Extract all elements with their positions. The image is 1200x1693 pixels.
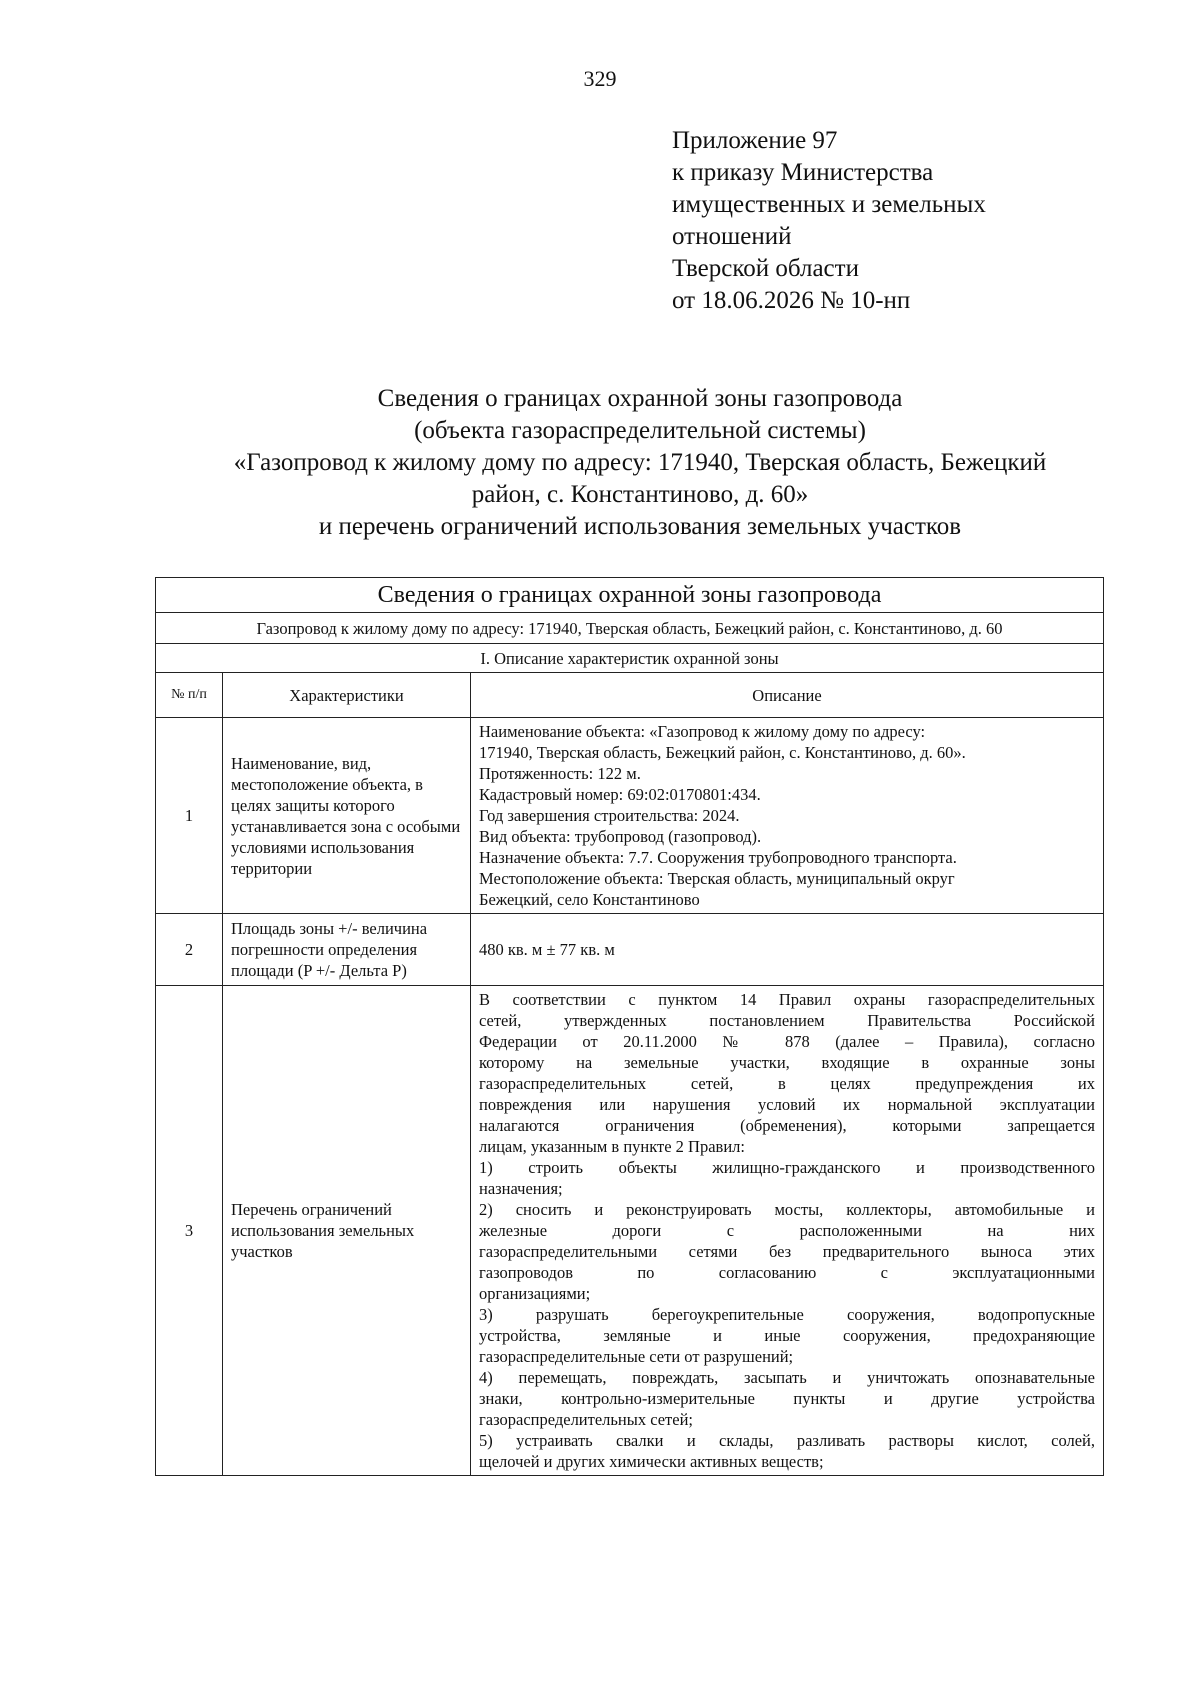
title-line: район, с. Константиново, д. 60» [471, 481, 809, 508]
description-line: лицам, указанным в пункте 2 Правил: [479, 1137, 745, 1156]
table-row [156, 986, 1104, 1476]
appendix-line: отношений [672, 223, 792, 250]
description-line: 5) устраивать свалки и склады, разливать растворы кислот, солей, [479, 1431, 1096, 1450]
description-line: газопроводов по согласованию с эксплуатационными [479, 1263, 1096, 1282]
description-line: 171940, Тверская область, Бежецкий район, с. Константиново, д. 60». [479, 743, 966, 762]
title-line: (объекта газораспределительной системы) [414, 417, 866, 444]
description-line: налагаются ограничения (обременения), которыми запрещается [479, 1116, 1096, 1135]
title-line: Сведения о границах охранной зоны газопровода [377, 385, 903, 412]
appendix-line: Тверской области [672, 255, 859, 282]
appendix-line: имущественных и земельных [672, 191, 986, 218]
description-line: повреждения или нарушения условий их нормальной эксплуатации [479, 1095, 1096, 1114]
column-header-characteristics: Характеристики [223, 673, 471, 718]
protection-zone-table [155, 577, 1104, 1476]
description-line: Кадастровый номер: 69:02:0170801:434. [479, 785, 761, 804]
row-description [471, 718, 1104, 914]
row-characteristic: Перечень ограничений использования земельных участков [223, 986, 471, 1476]
description-line: Назначение объекта: 7.7. Сооружения трубопроводного транспорта. [479, 848, 957, 867]
description-line: 4) перемещать, повреждать, засыпать и уничтожать опознавательные [479, 1368, 1096, 1387]
row-number: 3 [156, 986, 223, 1476]
description-line: назначения; [479, 1179, 563, 1198]
description-line: которому на земельные участки, входящие в охранные зоны [479, 1053, 1096, 1072]
row-characteristic: Площадь зоны +/- величина погрешности определения площади (P +/- Дельта P) [223, 914, 471, 986]
description-line: Федерации от 20.11.2000 № 878 (далее – Правила), согласно [479, 1032, 1096, 1051]
column-header-number: № п/п [156, 673, 223, 718]
description-line: сетей, утвержденных постановлением Правительства Российской [479, 1011, 1096, 1030]
appendix-block [672, 125, 986, 317]
row-number: 2 [156, 914, 223, 986]
description-line: газораспределительными сетями без предварительного выноса этих [479, 1242, 1096, 1261]
description-line: Вид объекта: трубопровод (газопровод). [479, 827, 762, 846]
title-line: «Газопровод к жилому дому по адресу: 171940, Тверская область, Бежецкий [233, 449, 1047, 476]
description-line: устройства, земляные и иные сооружения, предохраняющие [479, 1326, 1096, 1345]
description-line: газораспределительных сетей, в целях предупреждения их [479, 1074, 1096, 1093]
row-description [471, 986, 1104, 1476]
description-line: Местоположение объекта: Тверская область, муниципальный округ [479, 869, 955, 888]
description-line: Протяженность: 122 м. [479, 764, 641, 783]
description-line: щелочей и других химически активных веществ; [479, 1452, 824, 1471]
restrictions-text [479, 989, 1095, 1472]
description-line: 3) разрушать берегоукрепительные сооружения, водопропускные [479, 1305, 1096, 1324]
description-line: Наименование объекта: «Газопровод к жилому дому по адресу: [479, 722, 926, 741]
description-line: В соответствии с пунктом 14 Правил охраны газораспределительных [479, 990, 1096, 1009]
appendix-line: от 18.06.2026 № 10-нп [672, 287, 911, 314]
table-row [156, 718, 1104, 914]
document-title [140, 383, 1140, 543]
description-line: 2) сносить и реконструировать мосты, коллекторы, автомобильные и [479, 1200, 1096, 1219]
table-object-line: Газопровод к жилому дому по адресу: 171940, Тверская область, Бежецкий район, с. Константиново, д. 60 [156, 613, 1104, 644]
appendix-line: к приказу Министерства [672, 159, 934, 186]
table-heading: Сведения о границах охранной зоны газопровода [156, 578, 1104, 613]
title-line: и перечень ограничений использования земельных участков [318, 513, 962, 540]
description-line: 1) строить объекты жилищно-гражданского и производственного [479, 1158, 1096, 1177]
row-number: 1 [156, 718, 223, 914]
column-header-description: Описание [471, 673, 1104, 718]
description-line: железные дороги с расположенными на них [479, 1221, 1096, 1240]
description-line: Год завершения строительства: 2024. [479, 806, 740, 825]
row-characteristic: Наименование, вид, местоположение объекта, в целях защиты которого устанавливается зона с особыми условиями использования территории [223, 718, 471, 914]
description-line: организациями; [479, 1284, 591, 1303]
table-section-title: I. Описание характеристик охранной зоны [156, 644, 1104, 673]
page-number: 329 [583, 66, 617, 91]
description-line: газораспределительные сети от разрушений; [479, 1347, 794, 1366]
appendix-line: Приложение 97 [672, 127, 838, 154]
row-description: 480 кв. м ± 77 кв. м [471, 914, 1104, 986]
description-line: знаки, контрольно-измерительные пункты и другие устройства [479, 1389, 1096, 1408]
description-line: газораспределительных сетей; [479, 1410, 694, 1429]
description-line: Бежецкий, село Константиново [479, 890, 700, 909]
table-row [156, 914, 1104, 986]
